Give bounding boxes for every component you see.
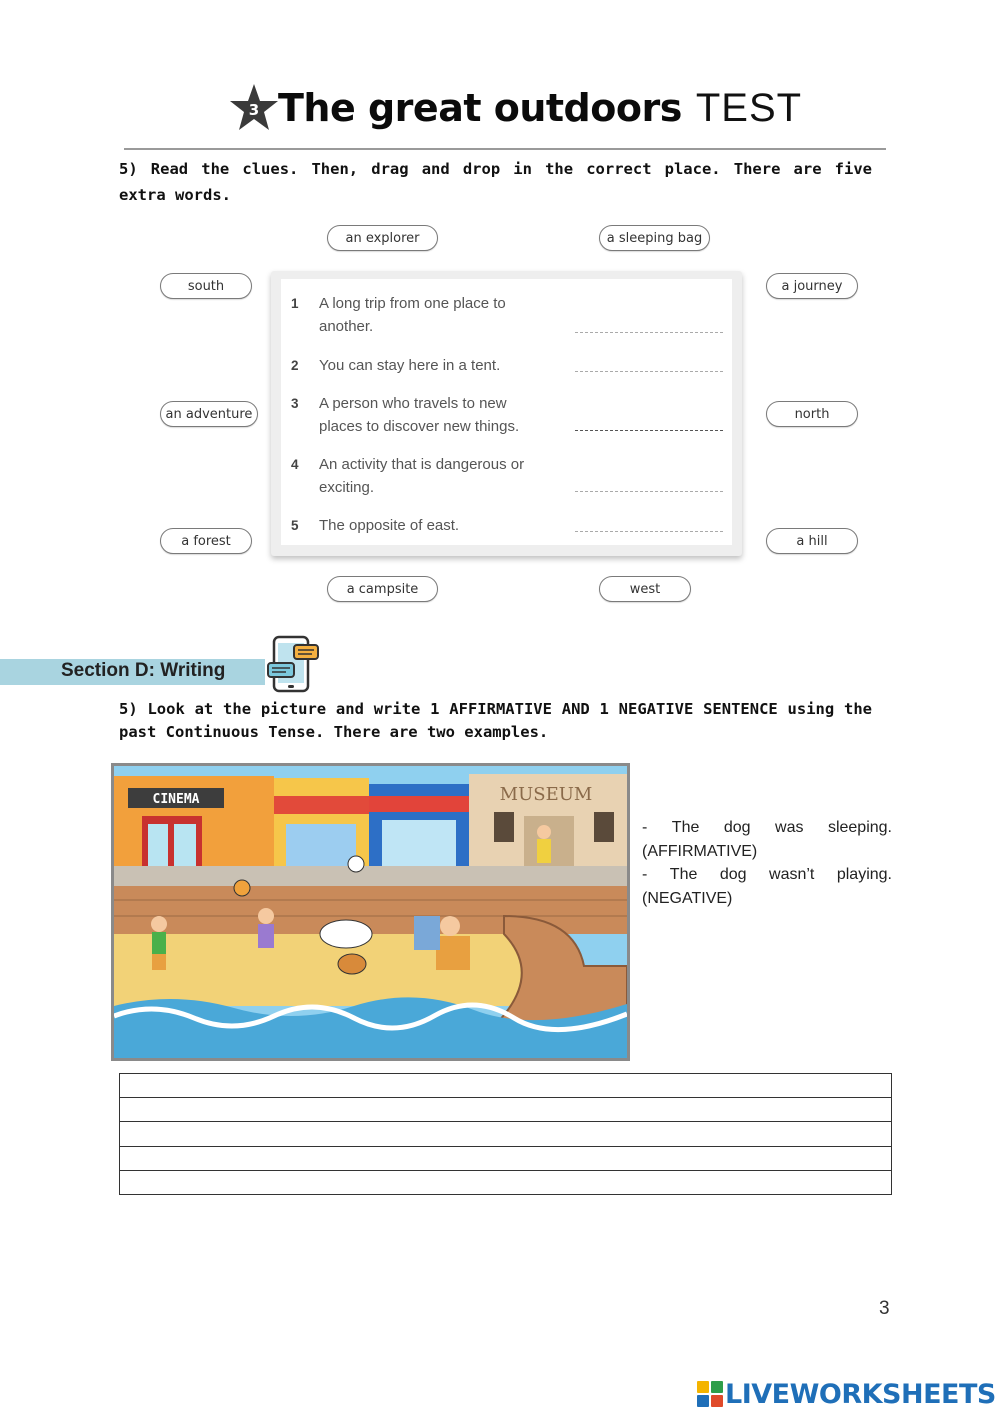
example-word: dog [723,819,751,836]
clue-number: 3 [291,396,299,411]
answer-input[interactable] [120,1147,891,1170]
answer-input[interactable] [120,1122,891,1145]
cinema-sign: CINEMA [152,792,200,807]
page-title-suffix: TEST [695,85,803,130]
example-word: playing. [836,866,892,883]
brand-name: LIVEWORKSHEETS [725,1378,996,1410]
clue-text: An activity that is dangerous or exciting. [319,456,525,496]
drop-target[interactable] [575,491,723,492]
word-chip[interactable]: a hill [766,528,858,554]
answer-input[interactable] [120,1171,891,1194]
example-word: The [671,819,700,836]
exercise-instruction: 5) Read the clues. Then, drag and drop in the correct place. There are five extra words. [119,160,872,204]
example-word: wasn’t [769,866,815,883]
example-affirmative [642,816,892,840]
drop-target[interactable] [575,531,723,532]
page-number: 3 [879,1298,890,1319]
answer-input[interactable] [120,1074,891,1097]
example-negative [642,863,892,887]
answer-cell [120,1170,892,1194]
clue-number: 4 [291,457,299,472]
page-header [228,78,808,138]
word-chip[interactable]: west [599,576,691,602]
clue-box [271,271,742,556]
example-tag: (NEGATIVE) [642,889,733,907]
museum-sign: MUSEUM [499,784,593,805]
example-tag: (AFFIRMATIVE) [642,842,758,860]
word-chip[interactable]: an adventure [160,401,258,427]
page-title: The great outdoors [278,86,682,130]
example-word: - [642,819,648,836]
word-chip[interactable]: south [160,273,252,299]
unit-number: 3 [248,101,260,119]
example-word: The [669,866,698,883]
answer-cell [120,1074,892,1098]
drop-target[interactable] [575,430,723,431]
writing-instruction: 5) Look at the picture and write 1 AFFIRMATIVE AND 1 NEGATIVE SENTENCE using the past Continuous Tense. There are two examples. [119,700,872,741]
drop-target[interactable] [575,371,723,372]
example-sentences [642,816,892,910]
clue-number: 2 [291,358,299,373]
word-chip[interactable]: a campsite [327,576,438,602]
clue-number: 5 [291,518,299,533]
answer-input[interactable] [120,1098,891,1121]
example-word: sleeping. [827,819,892,836]
word-chip[interactable]: a forest [160,528,252,554]
example-word: dog [719,866,747,883]
liveworksheets-logo-icon [697,1381,723,1407]
tablet-chat-icon [266,635,322,693]
title-divider [124,148,886,150]
answer-cell [120,1098,892,1122]
word-chip[interactable]: an explorer [327,225,438,251]
clue-text: A long trip from one place to another. [319,295,506,335]
clue-text: The opposite of east. [319,517,460,534]
answer-cell [120,1122,892,1146]
clue-text: A person who travels to new places to discover new things. [319,395,520,435]
example-word: - [642,866,648,883]
section-heading: Section D: Writing [61,660,226,681]
clue-list [281,279,732,545]
clue-text: You can stay here in a tent. [319,357,501,374]
clue-number: 1 [291,296,299,311]
answer-cell [120,1146,892,1170]
answer-table [119,1073,892,1195]
example-word: was [775,819,804,836]
unit-star-icon [228,82,280,134]
word-chip[interactable]: north [766,401,858,427]
brand-footer[interactable] [697,1377,996,1411]
word-chip[interactable]: a sleeping bag [599,225,710,251]
drop-target[interactable] [575,332,723,333]
beach-scene-picture [111,763,630,1061]
word-chip[interactable]: a journey [766,273,858,299]
